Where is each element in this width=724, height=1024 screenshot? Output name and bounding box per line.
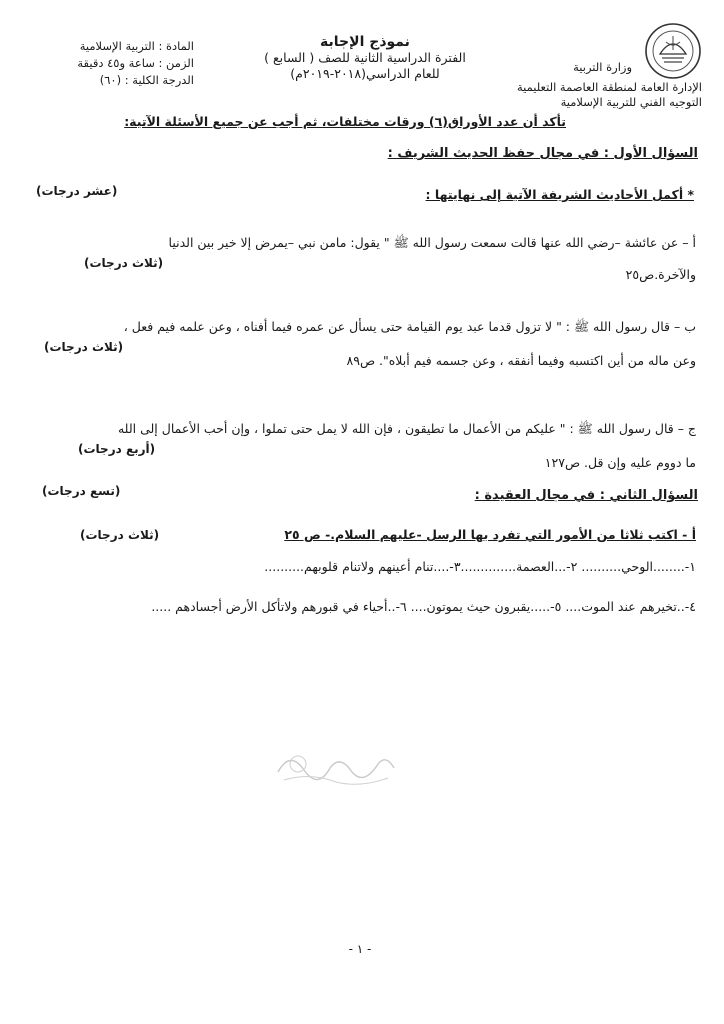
question1-title: السؤال الأول : في مجال حفظ الحديث الشريف :: [387, 146, 698, 161]
header-right-block: [573, 60, 632, 75]
department-name: التوجيه الفني للتربية الإسلامية: [560, 95, 702, 109]
q1-item-c-marks: (أربع درجات): [78, 442, 156, 456]
question2-title: السؤال الثاني : في مجال العقيدة :: [474, 488, 698, 503]
header-center-block: [250, 34, 480, 82]
q1-item-a-line1: أ – عن عائشة –رضي الله عنها قالت سمعت رسول الله ﷺ " يقول: مامن نبي –يمرض إلا خير بين الدنيا: [168, 235, 696, 250]
year-line: للعام الدراسي(٢٠١٨-٢٠١٩م): [290, 66, 440, 81]
signature-stamp-icon: [270, 742, 400, 792]
intro-instruction: تأكد أن عدد الأوراق(٦) ورقات مختلفات، ثم أجب عن جميع الأسئلة الآتية:: [124, 114, 566, 129]
q1-item-c-line2: ما دووم عليه وإن قل. ص١٢٧: [544, 455, 696, 470]
header-left-block: [44, 38, 194, 89]
q1-item-a-line2: والآخرة.ص٢٥: [625, 267, 696, 282]
q2-part-a: أ - اكتب ثلاثا من الأمور التي تفرد بها الرسل -عليهم السلام.- ص ٢٥: [284, 527, 696, 542]
q1-item-b-line2: وعن ماله من أين اكتسبه وفيما أنفقه ، وعن جسمه فيم أبلاه". ص٨٩: [346, 353, 696, 368]
header-right-lines: [517, 80, 702, 110]
question1-marks: (عشر درجات): [36, 184, 118, 198]
q1-item-c-line1: ج – قال رسول الله ﷺ : " عليكم من الأعمال ما تطيقون ، فإن الله لا يمل حتى تملوا ، وإن أحب الأعمال إلى الله: [117, 421, 696, 436]
question1-instruction: * أكمل الأحاديث الشريفة الآتية إلى نهايتها :: [425, 187, 694, 202]
q1-item-a-marks: (ثلاث درجات): [84, 256, 164, 270]
page-number: - ١ -: [348, 942, 372, 956]
q1-item-b-marks: (ثلاث درجات): [44, 340, 124, 354]
q2-answers-line2: ٤-..تخيرهم عند الموت.... ٥-.....يقبرون حيث يموتون.... ٦-..أحياء في قبورهم ولاتأكل الأرض أجسادهم .....: [151, 599, 696, 614]
period-line: الفترة الدراسية الثانية للصف ( السابع ): [264, 50, 466, 65]
q2-part-a-marks: (ثلاث درجات): [80, 528, 160, 542]
page-title: نموذج الإجابة: [320, 34, 410, 50]
ministry-name: وزارة التربية: [573, 60, 632, 74]
time-line: الزمن : ساعة و٤٥ دقيقة: [77, 56, 194, 70]
subject-line: المادة : التربية الإسلامية: [79, 39, 194, 53]
q2-answers-line1: ١-........الوحي.......... ٢-...العصمة..............٣-....تنام أعينهم ولاتنام قلوبهم..........: [264, 559, 696, 574]
q1-item-b-line1: ب – قال رسول الله ﷺ : " لا تزول قدما عبد يوم القيامة حتى يسأل عن عمره فيما أفناه ، وعن علمه فيم فعل ،: [123, 319, 696, 334]
kuwait-emblem-icon: [642, 20, 704, 82]
total-grade-line: الدرجة الكلية : (٦٠): [99, 73, 194, 87]
question2-marks: (تسع درجات): [42, 484, 121, 498]
directorate-name: الإدارة العامة لمنطقة العاصمة التعليمية: [517, 80, 702, 94]
